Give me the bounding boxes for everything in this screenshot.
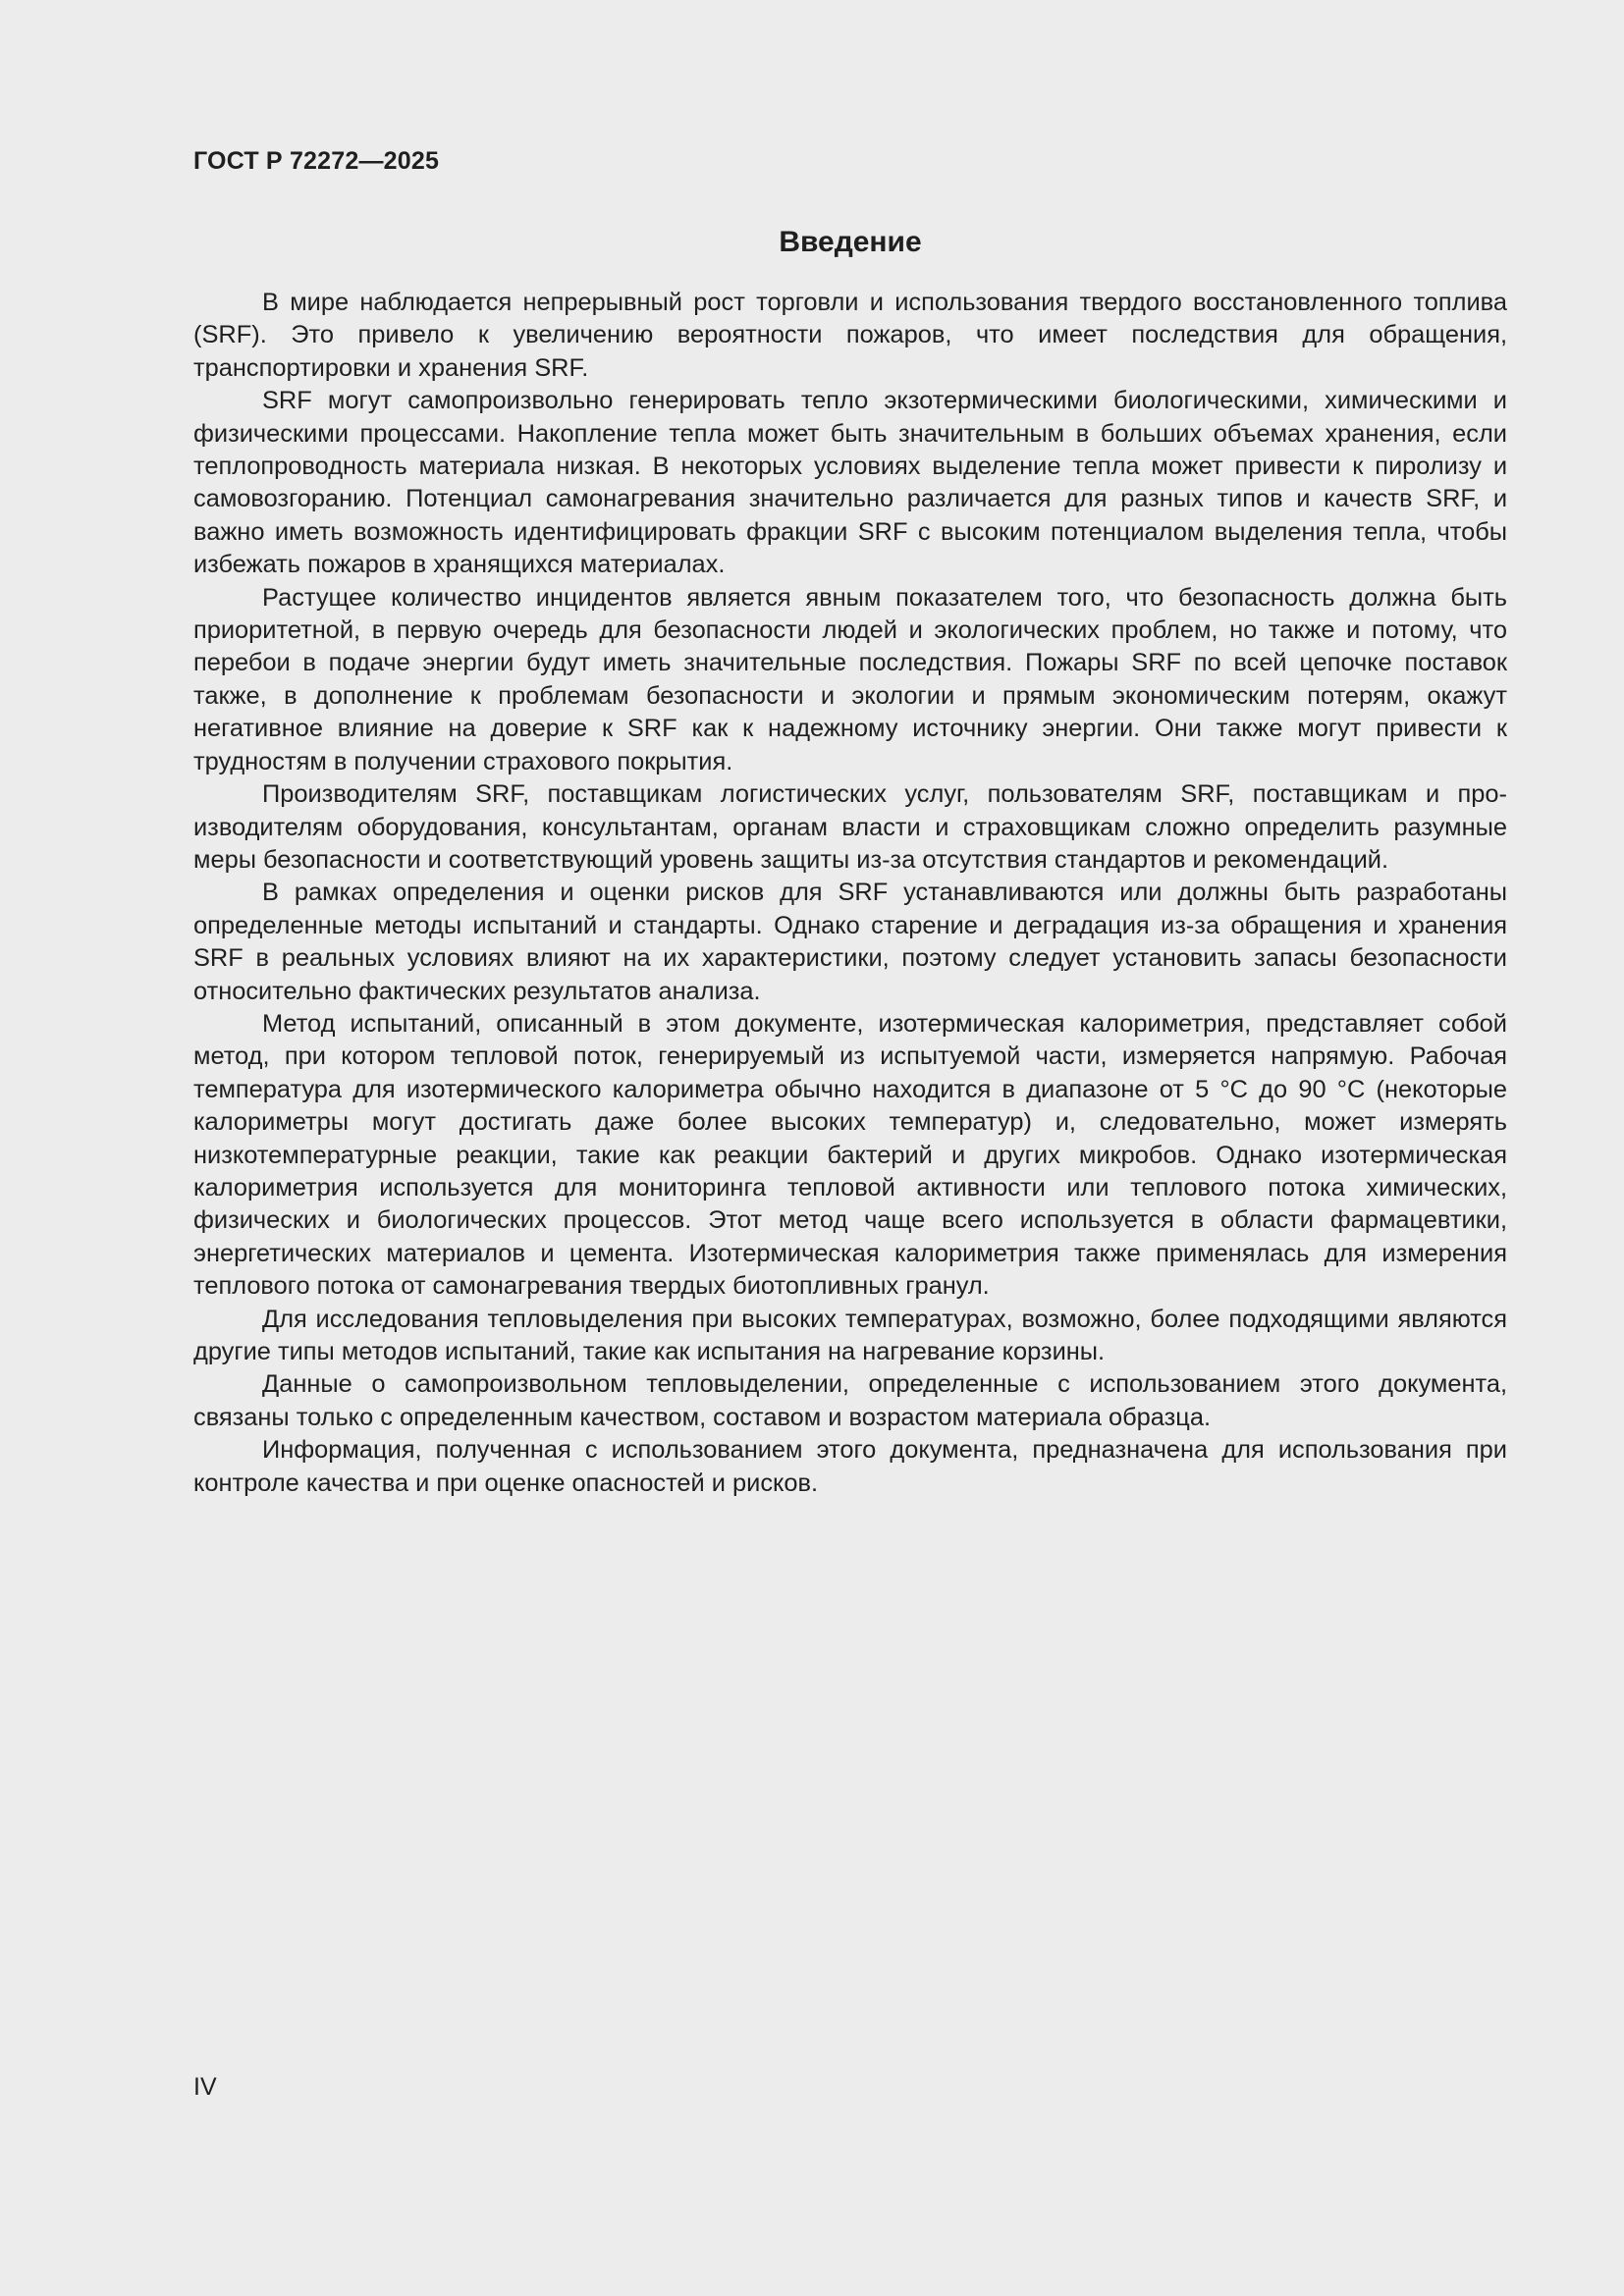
section-title: Введение bbox=[779, 226, 922, 258]
paragraph: В рамках определения и оценки рисков для SRF устанавливаются или должны быть разработаны определенные методы испытаний и стандарты. Однако старение и деградация из-за обращения и хранения SRF в реальных условиях влияют на их характеристики, поэтому следует установить запасы безопасности относительно фактических результатов анализа. bbox=[193, 879, 1507, 1005]
paragraph: Растущее количество инцидентов является явным показателем того, что безопасность должна быть приоритетной, в первую очередь для безопасности людей и экологических проблем, но также и потому, что перебои в подаче энергии будут иметь значительные последствия. Пожары SRF по всей цепочке поставок также, в дополнение к проблемам безопасности и экологии и прямым экономическим потерям, окажут негативное влияние на доверие к SRF как к надежному источнику энергии. Они также могут привести к трудностям в получении страхового покрытия. bbox=[193, 583, 1507, 775]
paragraph: Для исследования тепловыделения при высоких температурах, возможно, более подходящими являются другие типы методов испытаний, такие как испытания на нагревание корзины. bbox=[193, 1305, 1507, 1365]
page-number: IV bbox=[193, 2073, 217, 2101]
document-body bbox=[193, 287, 1507, 1500]
paragraph: Метод испытаний, описанный в этом документе, изотермическая калориметрия, представляет собой метод, при котором тепловой поток, генерируемый из испытуемой части, измеряется напрямую. Рабочая температура для изотермического калориметра обычно находится в диапазоне от 5 °С до 90 °С (некоторые калориметры могут достигать даже более высоких температур) и, следовательно, может измерять низкотемпературные реакции, такие как реакции бактерий и других микробов. Однако изотермическая калориметрия используется для мониторинга тепловой активности или теплового потока химических, физических и биологических процессов. Этот метод чаще всего используется в области фармацевтики, энергетических материалов и цемента. Изотермическая калориметрия также применялась для измерения теплового потока от самонагревания твердых биотопливных гранул. bbox=[193, 1009, 1507, 1301]
paragraph: Производителям SRF, поставщикам логистических услуг, пользователям SRF, поставщикам и производителям оборудования, консультантам, органам власти и страховщикам сложно определить разумные меры безопасности и соответствующий уровень защиты из-за отсутствия стандартов и рекомендаций. bbox=[193, 780, 1507, 874]
paragraph: В мире наблюдается непрерывный рост торговли и использования твердого восстановленного топлива (SRF). Это привело к увеличению вероятности пожаров, что имеет последствия для обращения, транспортировки и хранения SRF. bbox=[193, 289, 1507, 382]
document-code: ГОСТ Р 72272—2025 bbox=[193, 147, 440, 175]
paragraph: Данные о самопроизвольном тепловыделении, определенные с использованием этого документа, связаны только с определенным качеством, составом и возрастом материала образца. bbox=[193, 1370, 1507, 1431]
paragraph: SRF могут самопроизвольно генерировать тепло экзотермическими биологическими, химическими и физическими процессами. Накопление тепла может быть значительным в больших объемах хранения, если теплопроводность материала низкая. В некоторых условиях выделение тепла может привести к пиролизу и самовозгоранию. Потенциал самонагревания значительно различается для разных типов и качеств SRF, и важно иметь возможность идентифицировать фракции SRF с высоким потенциалом выделения тепла, чтобы избежать пожаров в хранящихся материалах. bbox=[193, 387, 1507, 579]
paragraph: Информация, полученная с использованием этого документа, предназначена для использования при контроле качества и при оценке опасностей и рисков. bbox=[193, 1436, 1507, 1497]
